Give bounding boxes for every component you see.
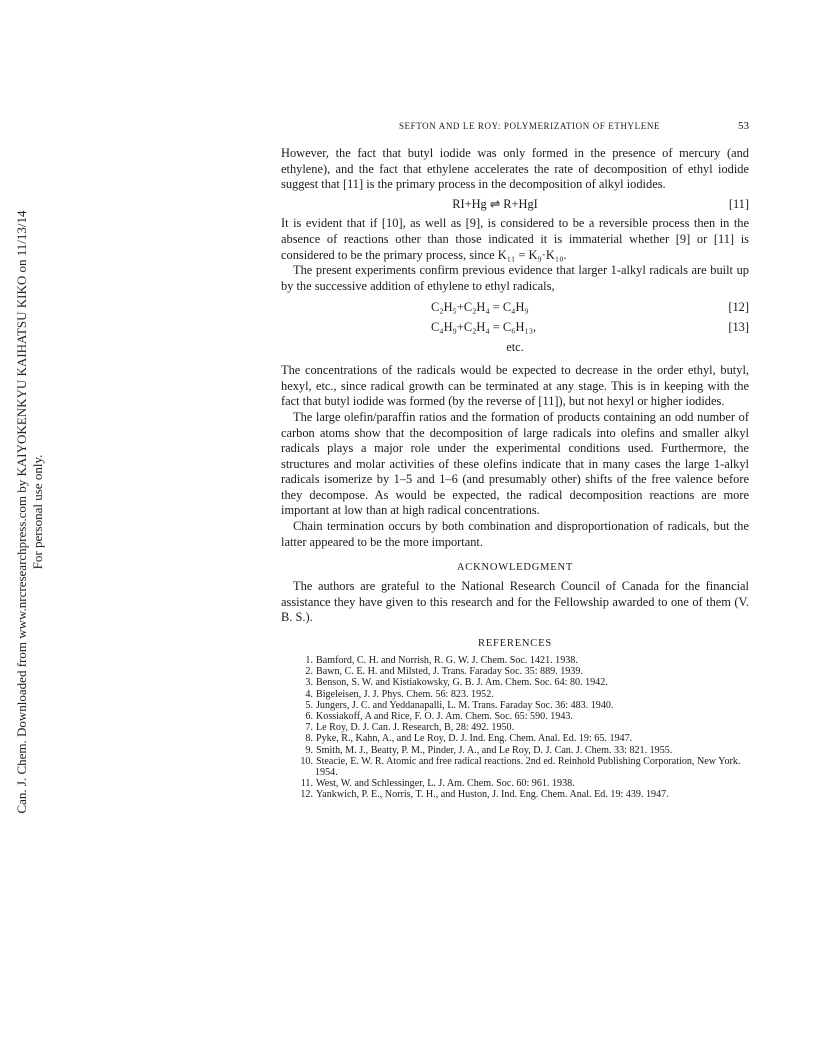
reference-item: 11. West, W. and Schlessinger, L. J. Am. Chem. Soc. 60: 961. 1938. [300, 778, 575, 790]
equation-expression: RI+Hg ⇌ R+HgI [452, 196, 538, 211]
references-heading: REFERENCES [478, 638, 552, 650]
body-paragraph: The concentrations of the radicals would be expected to decrease in the order ethyl, butyl, hexyl, etc., since radical growth can be terminated at any stage. This is in keeping with the fact that butyl iodide was formed (by the reverse of [11]), but not hexyl or higher iodides. [281, 363, 749, 409]
reference-item: 1. Bamford, C. H. and Norrish, R. G. W. J. Chem. Soc. 1421. 1938. [305, 655, 578, 667]
body-paragraph: It is evident that if [10], as well as [9], is considered to be a reversible process then in the absence of reactions other than those indicated it is immaterial whether [9] or [11] is considered to be the primary process, since K₁₁ = K₉·K₁₀. [281, 216, 749, 262]
acknowledgment-text: The authors are grateful to the National Research Council of Canada for the financial assistance they have given to this research and for the Fellowship awarded to one of them (V. B. S.). [281, 579, 749, 625]
reference-item: 3. Benson, S. W. and Kistiakowsky, G. B. J. Am. Chem. Soc. 64: 80. 1942. [305, 677, 608, 689]
reference-item: 6. Kossiakoff, A and Rice, F. O. J. Am. Chem. Soc. 65: 590. 1943. [305, 711, 573, 723]
reference-item: 9. Smith, M. J., Beatty, P. M., Pinder, J. A., and Le Roy, D. J. Can. J. Chem. 33: 821. 1955. [305, 744, 673, 756]
reference-item: 10. Steacie, E. W. R. Atomic and free radical reactions. 2nd ed. Reinhold Publishing Corporation, New York. 1954. [300, 755, 741, 779]
body-paragraph: The present experiments confirm previous evidence that larger 1-alkyl radicals are built up by the successive addition of ethylene to ethyl radicals, [281, 263, 749, 293]
body-paragraph: The large olefin/paraffin ratios and the formation of products containing an odd number of carbon atoms show that the decomposition of large radicals into olefins and smaller alkyl radicals plays a major role under the experimental conditions used. Furthermore, the structures and molar activities of these olefins indicate that in many cases the large 1-alkyl radicals isomerize by 1–5 and 1–6 (and presumably other) shifts of the free valence before they decompose. As would be expected, the radical decomposition reactions are more important at low than at high radical concentrations. [281, 409, 749, 518]
equation-number: [11] [728, 196, 749, 211]
equation-11 [281, 197, 749, 213]
article-page [281, 120, 749, 801]
reference-item: 4. Bigeleisen, J. J. Phys. Chem. 56: 823. 1952. [305, 688, 494, 700]
equation-number: [12] [728, 300, 749, 315]
reference-item: 7. Le Roy, D. J. Can. J. Research, B, 28: 492. 1950. [305, 722, 515, 734]
running-header [281, 120, 749, 132]
reference-item: 2. Bawn, C. E. H. and Milsted, J. Trans. Faraday Soc. 35: 889. 1939. [305, 666, 583, 678]
reference-item: 5. Jungers, J. C. and Yeddanapalli, L. M. Trans. Faraday Soc. 36: 483. 1940. [305, 699, 614, 711]
page-number: 53 [737, 120, 749, 132]
acknowledgment-heading: ACKNOWLEDGMENT [456, 562, 574, 574]
equation-continuation: etc. [506, 339, 524, 354]
reference-item: 12. Yankwich, P. E., Norris, T. H., and Huston, J. Ind. Eng. Chem. Anal. Ed. 19: 439. 1947. [300, 789, 669, 801]
watermark-line-1: Can. J. Chem. Downloaded from www.nrcresearchpress.com by KAIYOKENKYU KAIHATSU KIKO on 11/13/14 [14, 210, 29, 814]
equation-expression: C₄H₉+C₂H₄ = C₆H₁₃, [431, 319, 537, 334]
watermark-line-2: For personal use only. [30, 454, 45, 570]
body-paragraph: However, the fact that butyl iodide was only formed in the presence of mercury (and ethylene), and the fact that ethylene accelerates the rate of decomposition of ethyl iodide suggest that [11] is the primary process in the decomposition of alkyl iodides. [281, 146, 749, 192]
reference-item: 8. Pyke, R., Kahn, A., and Le Roy, D. J. Ind. Eng. Chem. Anal. Ed. 19: 65. 1947. [305, 733, 633, 745]
equation-13 [281, 320, 749, 336]
equation-number: [13] [728, 319, 749, 334]
reference-list [281, 655, 749, 801]
body-paragraph: Chain termination occurs by both combination and disproportionation of radicals, but the latter appeared to be the more important. [281, 519, 749, 549]
running-title: SEFTON AND LE ROY: POLYMERIZATION OF ETHYLENE [398, 121, 661, 131]
equation-12 [281, 300, 749, 316]
equation-expression: C₂H₅+C₂H₄ = C₄H₉ [431, 300, 529, 315]
